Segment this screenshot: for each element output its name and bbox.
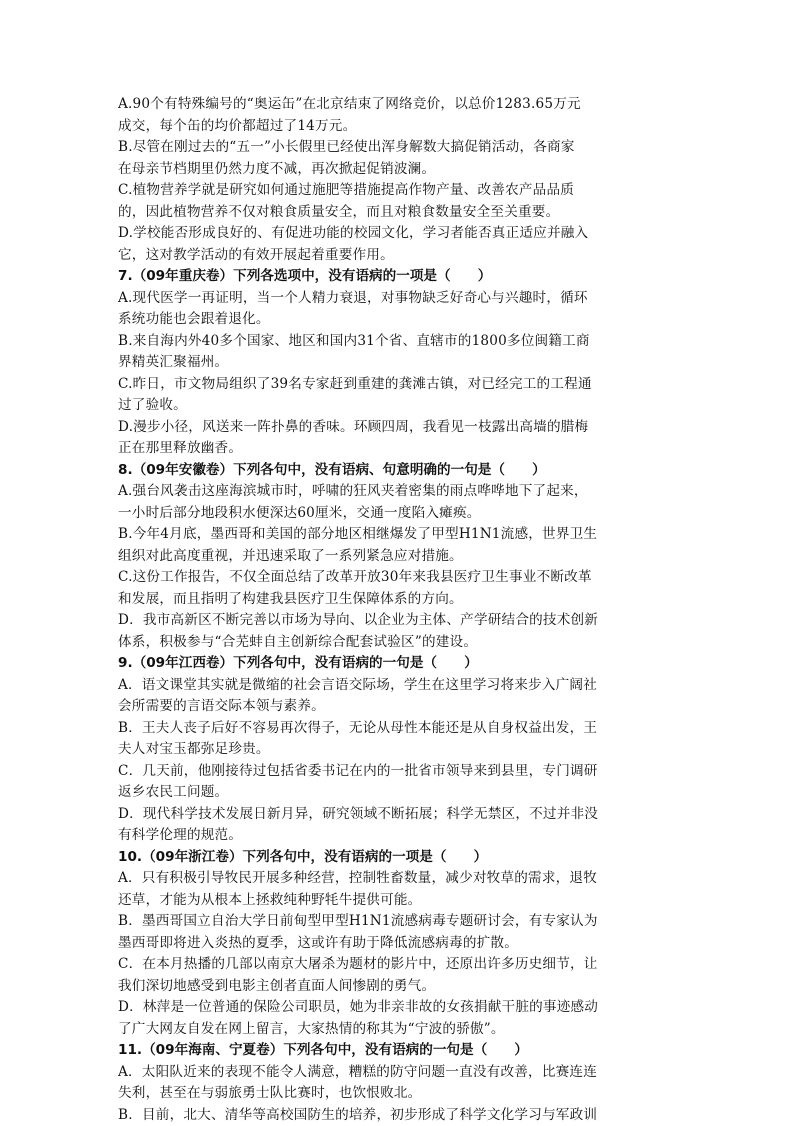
option-line: 还草，才能为从根本上拯救纯种野牦牛提供可能。 xyxy=(118,890,678,912)
option-line: A．太阳队近来的表现不能令人满意，糟糕的防守问题一直没有改善，比赛连连 xyxy=(118,1062,678,1084)
option-line: A．只有积极引导牧民开展多种经营，控制牲畜数量，减少对牧草的需求，退牧 xyxy=(118,868,678,890)
option-item xyxy=(118,524,678,567)
option-item xyxy=(118,868,678,911)
option-item xyxy=(118,223,678,266)
option-item xyxy=(118,567,678,610)
option-line: 的，因此植物营养不仅对粮食质量安全，而且对粮食数量安全至关重要。 xyxy=(118,202,678,224)
option-line: 失利，甚至在与弱旅勇士队比赛时，也饮恨败北。 xyxy=(118,1083,678,1105)
option-item xyxy=(118,675,678,718)
option-line: 和发展，而且指明了构建我县医疗卫生保障体系的方向。 xyxy=(118,589,678,611)
question-title: 7.（09年重庆卷）下列各选项中，没有语病的一项是（ ） xyxy=(118,266,678,288)
option-item xyxy=(118,911,678,954)
option-line: A.90个有特殊编号的“奥运缶”在北京结束了网络竞价，以总价1283.65万元 xyxy=(118,94,678,116)
option-line: D．林萍是一位普通的保险公司职员，她为非亲非故的女孩捐献干脏的事迹感动 xyxy=(118,997,678,1019)
option-item xyxy=(118,761,678,804)
option-line: C.植物营养学就是研究如何通过施肥等措施提高作物产量、改善农产品品质 xyxy=(118,180,678,202)
option-line: 系统功能也会跟着退化。 xyxy=(118,309,678,331)
question-title: 8.（09年安徽卷）下列各句中，没有语病、句意明确的一句是（ ） xyxy=(118,460,678,482)
option-line: D.漫步小径，风送来一阵扑鼻的香味。环顾四周，我看见一枝露出高墙的腊梅 xyxy=(118,417,678,439)
option-line: C．几天前，他刚接待过包括省委书记在内的一批省市领导来到县里，专门调研 xyxy=(118,761,678,783)
option-line: B.尽管在刚过去的“五一”小长假里已经使出浑身解数大搞促销活动，各商家 xyxy=(118,137,678,159)
document-page xyxy=(118,94,678,1126)
option-item xyxy=(118,718,678,761)
option-item xyxy=(118,94,678,137)
option-line: 体系，积极参与“合芜蚌自主创新综合配套试验区”的建设。 xyxy=(118,632,678,654)
option-line: D.学校能否形成良好的、有促进功能的校园文化，学习者能否真正适应并融入 xyxy=(118,223,678,245)
question-title: 9.（09年江西卷）下列各句中，没有语病的一句是（ ） xyxy=(118,653,678,675)
option-line: B.今年4月底，墨西哥和美国的部分地区相继爆发了甲型H1N1流感，世界卫生 xyxy=(118,524,678,546)
option-line: B．墨西哥国立自治大学日前甸型甲型H1N1流感病毒专题研讨会，有专家认为 xyxy=(118,911,678,933)
option-line: 有科学伦理的规范。 xyxy=(118,825,678,847)
option-line: C.昨日，市文物局组织了39名专家赶到重建的龚滩古镇，对已经完工的工程通 xyxy=(118,374,678,396)
option-line: 在母亲节档期里仍然力度不减，再次掀起促销波澜。 xyxy=(118,159,678,181)
option-line: B．王夫人丧子后好不容易再次得子，无论从母性本能还是从自身权益出发，王 xyxy=(118,718,678,740)
option-line: C．在本月热播的几部以南京大屠杀为题材的影片中，还原出许多历史细节，让 xyxy=(118,954,678,976)
option-line: A.强台风袭击这座海滨城市时，呼啸的狂风夹着密集的雨点哗哗地下了起来， xyxy=(118,481,678,503)
option-line: 组织对此高度重视，并迅速采取了一系列紧急应对措施。 xyxy=(118,546,678,568)
option-item xyxy=(118,137,678,180)
option-line: A.现代医学一再证明，当一个人精力衰退，对事物缺乏好奇心与兴趣时，循环 xyxy=(118,288,678,310)
option-item xyxy=(118,1062,678,1105)
option-line: 返乡农民工问题。 xyxy=(118,782,678,804)
option-line: 夫人对宝玉都弥足珍贵。 xyxy=(118,739,678,761)
option-item xyxy=(118,804,678,847)
option-line: 会所需要的言语交际本领与素养。 xyxy=(118,696,678,718)
option-item xyxy=(118,417,678,460)
option-line: 界精英汇聚福州。 xyxy=(118,352,678,374)
option-item xyxy=(118,331,678,374)
option-item xyxy=(118,610,678,653)
option-line: 了广大网友自发在网上留言，大家热情的称其为“宁波的骄傲”。 xyxy=(118,1019,678,1041)
option-item xyxy=(118,288,678,331)
option-line: 成交，每个缶的均价都超过了14万元。 xyxy=(118,116,678,138)
option-line: 它，这对教学活动的有效开展起着重要作用。 xyxy=(118,245,678,267)
option-item xyxy=(118,997,678,1040)
option-line: 墨西哥即将进入炎热的夏季，这或许有助于降低流感病毒的扩散。 xyxy=(118,933,678,955)
option-line: 过了验收。 xyxy=(118,395,678,417)
option-item xyxy=(118,481,678,524)
option-line: 一小时后部分地段积水便深达60厘米，交通一度陷入瘫痪。 xyxy=(118,503,678,525)
option-line: C.这份工作报告，不仅全面总结了改革开放30年来我县医疗卫生事业不断改革 xyxy=(118,567,678,589)
option-line: 正在那里释放幽香。 xyxy=(118,438,678,460)
question-title: 11.（09年海南、宁夏卷）下列各句中，没有语病的一句是（ ） xyxy=(118,1040,678,1062)
question-title: 10.（09年浙江卷）下列各句中，没有语病的一项是（ ） xyxy=(118,847,678,869)
option-line: A．语文课堂其实就是微缩的社会言语交际场，学生在这里学习将来步入广阔社 xyxy=(118,675,678,697)
option-item xyxy=(118,180,678,223)
option-line: D．现代科学技术发展日新月异，研究领域不断拓展；科学无禁区，不过并非没 xyxy=(118,804,678,826)
option-item xyxy=(118,374,678,417)
option-line: 我们深切地感受到电影主创者直面人间惨剧的勇气。 xyxy=(118,976,678,998)
option-line: B．目前，北大、清华等高校国防生的培养，初步形成了科学文化学习与军政训 xyxy=(118,1105,678,1126)
option-item xyxy=(118,954,678,997)
option-line: B.来自海内外40多个国家、地区和国内31个省、直辖市的1800多位闽籍工商 xyxy=(118,331,678,353)
option-line: D．我市高新区不断完善以市场为导向、以企业为主体、产学研结合的技术创新 xyxy=(118,610,678,632)
